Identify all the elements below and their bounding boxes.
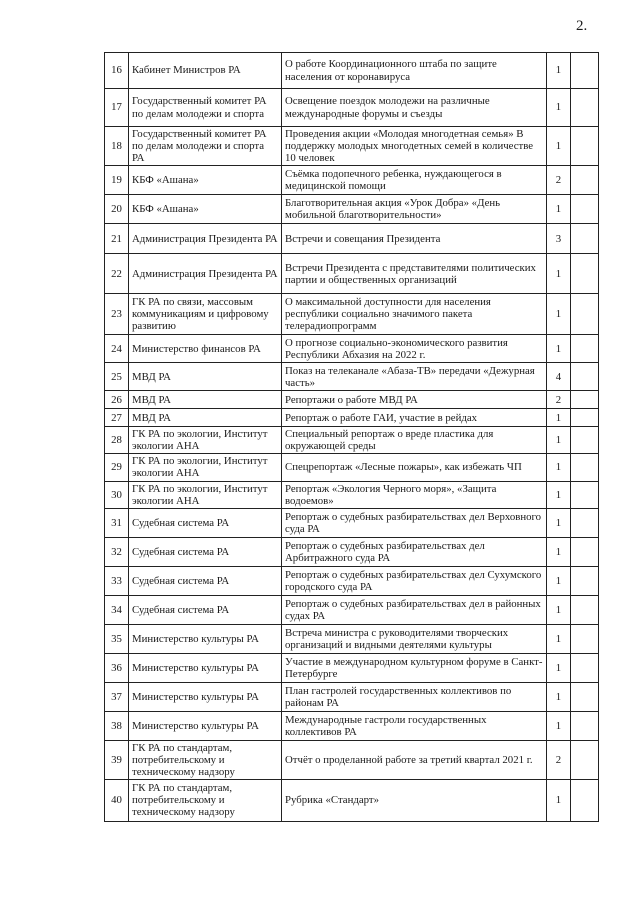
row-number: 38	[105, 711, 129, 740]
row-empty-cell	[571, 508, 599, 537]
row-empty-cell	[571, 427, 599, 454]
table-row	[105, 294, 599, 335]
page-number: 2.	[576, 18, 588, 34]
row-empty-cell	[571, 481, 599, 508]
row-topic: План гастролей государственных коллективов по районам РА	[282, 682, 547, 711]
row-organization: Кабинет Министров РА	[129, 53, 282, 89]
row-organization: Судебная система РА	[129, 508, 282, 537]
row-number: 32	[105, 537, 129, 566]
row-topic: Проведения акции «Молодая многодетная семья» В поддержку молодых многодетных семей в количестве 10 человек	[282, 127, 547, 166]
row-empty-cell	[571, 682, 599, 711]
row-quantity: 1	[547, 127, 571, 166]
table-row	[105, 566, 599, 595]
row-topic: Репортаж о судебных разбирательствах дел Сухумского городского суда РА	[282, 566, 547, 595]
table-row	[105, 89, 599, 127]
row-empty-cell	[571, 537, 599, 566]
row-number: 36	[105, 653, 129, 682]
row-quantity: 1	[547, 89, 571, 127]
table-row	[105, 127, 599, 166]
table-row	[105, 427, 599, 454]
row-number: 20	[105, 195, 129, 224]
row-number: 39	[105, 740, 129, 779]
row-organization: Министерство культуры РА	[129, 653, 282, 682]
row-number: 22	[105, 254, 129, 294]
row-empty-cell	[571, 335, 599, 363]
row-organization: Государственный комитет РА по делам молодежи и спорта РА	[129, 127, 282, 166]
table-row	[105, 391, 599, 409]
row-number: 19	[105, 166, 129, 195]
row-quantity: 2	[547, 166, 571, 195]
row-organization: КБФ «Ашана»	[129, 166, 282, 195]
row-quantity: 1	[547, 711, 571, 740]
row-empty-cell	[571, 254, 599, 294]
row-number: 21	[105, 224, 129, 254]
row-topic: Репортаж о судебных разбирательствах дел в районных судах РА	[282, 595, 547, 624]
row-topic: Репортаж о судебных разбирательствах дел Арбитражного суда РА	[282, 537, 547, 566]
row-empty-cell	[571, 224, 599, 254]
row-topic: Показ на телеканале «Абаза-ТВ» передачи «Дежурная часть»	[282, 363, 547, 391]
row-empty-cell	[571, 566, 599, 595]
row-quantity: 1	[547, 779, 571, 821]
row-organization: МВД РА	[129, 409, 282, 427]
row-number: 29	[105, 454, 129, 481]
row-topic: Спецрепортаж «Лесные пожары», как избежать ЧП	[282, 454, 547, 481]
table-row	[105, 481, 599, 508]
row-number: 31	[105, 508, 129, 537]
row-number: 16	[105, 53, 129, 89]
row-empty-cell	[571, 711, 599, 740]
row-topic: О работе Координационного штаба по защите населения от коронавируса	[282, 53, 547, 89]
row-topic: Репортаж о работе ГАИ, участие в рейдах	[282, 409, 547, 427]
row-empty-cell	[571, 740, 599, 779]
row-topic: Участие в международном культурном форуме в Санкт-Петербурге	[282, 653, 547, 682]
table-row	[105, 409, 599, 427]
row-topic: Репортаж «Экология Черного моря», «Защита водоемов»	[282, 481, 547, 508]
row-quantity: 1	[547, 624, 571, 653]
row-empty-cell	[571, 363, 599, 391]
row-empty-cell	[571, 166, 599, 195]
row-number: 37	[105, 682, 129, 711]
row-topic: Встречи Президента с представителями политических партии и общественных организаций	[282, 254, 547, 294]
row-organization: Судебная система РА	[129, 595, 282, 624]
row-topic: О максимальной доступности для населения республики социально значимого пакета телерадиопрограмм	[282, 294, 547, 335]
row-number: 33	[105, 566, 129, 595]
row-empty-cell	[571, 624, 599, 653]
row-quantity: 1	[547, 682, 571, 711]
row-organization: КБФ «Ашана»	[129, 195, 282, 224]
row-topic: Встреча министра с руководителями творческих организаций и видными деятелями культуры	[282, 624, 547, 653]
row-organization: ГК РА по стандартам, потребительскому и техническому надзору	[129, 779, 282, 821]
table-row	[105, 624, 599, 653]
row-number: 24	[105, 335, 129, 363]
table-row	[105, 537, 599, 566]
table-row	[105, 335, 599, 363]
row-quantity: 2	[547, 391, 571, 409]
table-row	[105, 779, 599, 821]
row-empty-cell	[571, 454, 599, 481]
row-quantity: 1	[547, 427, 571, 454]
row-number: 40	[105, 779, 129, 821]
row-organization: МВД РА	[129, 391, 282, 409]
table-row	[105, 224, 599, 254]
row-number: 23	[105, 294, 129, 335]
row-organization: Министерство финансов РА	[129, 335, 282, 363]
row-empty-cell	[571, 53, 599, 89]
row-number: 25	[105, 363, 129, 391]
row-empty-cell	[571, 779, 599, 821]
row-topic: Репортажи о работе МВД РА	[282, 391, 547, 409]
row-topic: Освещение поездок молодежи на различные международные форумы и съезды	[282, 89, 547, 127]
row-empty-cell	[571, 409, 599, 427]
table-row	[105, 508, 599, 537]
row-organization: Министерство культуры РА	[129, 711, 282, 740]
row-empty-cell	[571, 595, 599, 624]
row-topic: Репортаж о судебных разбирательствах дел Верховного суда РА	[282, 508, 547, 537]
row-empty-cell	[571, 653, 599, 682]
table-row	[105, 454, 599, 481]
row-organization: Администрация Президента РА	[129, 254, 282, 294]
row-empty-cell	[571, 195, 599, 224]
row-organization: Министерство культуры РА	[129, 624, 282, 653]
row-quantity: 1	[547, 595, 571, 624]
row-number: 18	[105, 127, 129, 166]
row-organization: Администрация Президента РА	[129, 224, 282, 254]
row-number: 34	[105, 595, 129, 624]
table-row	[105, 740, 599, 779]
row-quantity: 4	[547, 363, 571, 391]
row-number: 35	[105, 624, 129, 653]
row-organization: ГК РА по экологии, Институт экологии АНА	[129, 427, 282, 454]
row-topic: Международные гастроли государственных коллективов РА	[282, 711, 547, 740]
table-row	[105, 53, 599, 89]
row-topic: Специальный репортаж о вреде пластика для окружающей среды	[282, 427, 547, 454]
row-quantity: 1	[547, 294, 571, 335]
row-quantity: 1	[547, 454, 571, 481]
row-topic: Встречи и совещания Президента	[282, 224, 547, 254]
row-organization: ГК РА по стандартам, потребительскому и техническому надзору	[129, 740, 282, 779]
row-organization: Судебная система РА	[129, 537, 282, 566]
row-quantity: 1	[547, 566, 571, 595]
row-number: 27	[105, 409, 129, 427]
row-quantity: 1	[547, 195, 571, 224]
row-topic: Рубрика «Стандарт»	[282, 779, 547, 821]
row-quantity: 1	[547, 53, 571, 89]
schedule-table	[104, 52, 599, 822]
row-organization: МВД РА	[129, 363, 282, 391]
row-topic: Отчёт о проделанной работе за третий квартал 2021 г.	[282, 740, 547, 779]
table-row	[105, 254, 599, 294]
table-row	[105, 595, 599, 624]
row-quantity: 1	[547, 508, 571, 537]
table-row	[105, 166, 599, 195]
row-quantity: 1	[547, 481, 571, 508]
row-quantity: 1	[547, 653, 571, 682]
row-number: 28	[105, 427, 129, 454]
row-empty-cell	[571, 294, 599, 335]
row-topic: Съёмка подопечного ребенка, нуждающегося в медицинской помощи	[282, 166, 547, 195]
row-quantity: 1	[547, 537, 571, 566]
row-number: 17	[105, 89, 129, 127]
row-empty-cell	[571, 89, 599, 127]
row-number: 30	[105, 481, 129, 508]
row-empty-cell	[571, 127, 599, 166]
row-organization: Министерство культуры РА	[129, 682, 282, 711]
row-number: 26	[105, 391, 129, 409]
row-quantity: 3	[547, 224, 571, 254]
row-quantity: 1	[547, 409, 571, 427]
table-row	[105, 682, 599, 711]
row-quantity: 1	[547, 335, 571, 363]
table-body	[105, 53, 599, 822]
table-row	[105, 711, 599, 740]
row-organization: ГК РА по экологии, Институт экологии АНА	[129, 454, 282, 481]
table-row	[105, 363, 599, 391]
table-row	[105, 653, 599, 682]
row-empty-cell	[571, 391, 599, 409]
row-topic: Благотворительная акция «Урок Добра» «День мобильной благотворительности»	[282, 195, 547, 224]
row-quantity: 1	[547, 254, 571, 294]
row-organization: ГК РА по экологии, Институт экологии АНА	[129, 481, 282, 508]
row-organization: Государственный комитет РА по делам молодежи и спорта	[129, 89, 282, 127]
table-row	[105, 195, 599, 224]
row-organization: ГК РА по связи, массовым коммуникациям и цифровому развитию	[129, 294, 282, 335]
row-organization: Судебная система РА	[129, 566, 282, 595]
row-quantity: 2	[547, 740, 571, 779]
row-topic: О прогнозе социально-экономического развития Республики Абхазия на 2022 г.	[282, 335, 547, 363]
